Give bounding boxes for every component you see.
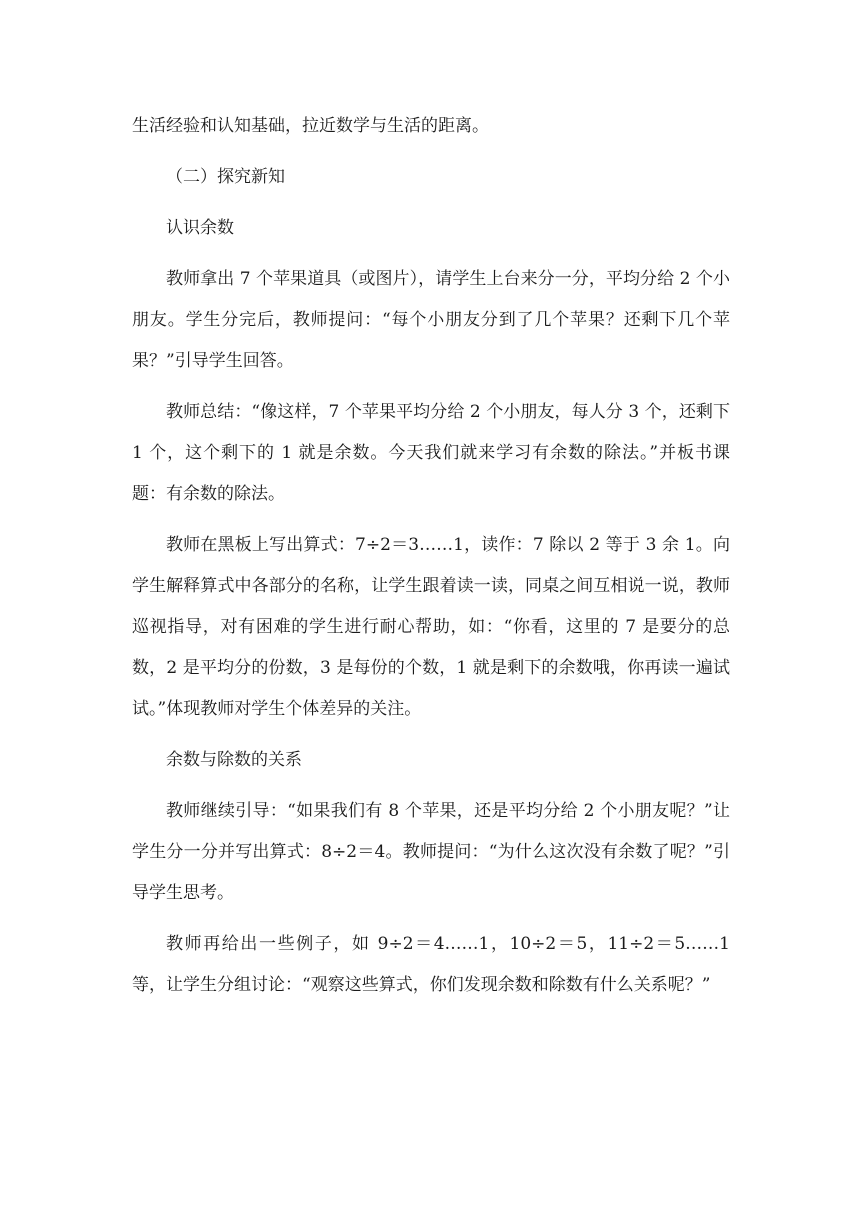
paragraph-apple-activity: 教师拿出 7 个苹果道具（或图片），请学生上台来分一分，平均分给 2 个小朋友。学生分完后，教师提问：“每个小朋友分到了几个苹果？还剩下几个苹果？”引导学生回答。 [132, 269, 730, 371]
document-body [132, 106, 730, 1016]
paragraph-formula-explanation: 教师在黑板上写出算式：7÷2＝3……1，读作：7 除以 2 等于 3 余 1。向学生解释算式中各部分的名称，让学生跟着读一读，同桌之间互相说一说，教师巡视指导，对有困难的学生进行耐心帮助，如：“你看，这里的 7 是要分的总数，2 是平均分的份数，3 是每份的个数，1 就是剩下的余数哦，你再读一遍试试。”体现教师对学生个体差异的关注。 [132, 535, 730, 719]
paragraph-teacher-summary: 教师总结：“像这样，7 个苹果平均分给 2 个小朋友，每人分 3 个，还剩下 1 个，这个剩下的 1 就是余数。今天我们就来学习有余数的除法。”并板书课题：有余数的除法。 [132, 402, 730, 504]
paragraph-eight-apples: 教师继续引导：“如果我们有 8 个苹果，还是平均分给 2 个小朋友呢？”让学生分一分并写出算式：8÷2＝4。教师提问：“为什么这次没有余数了呢？”引导学生思考。 [132, 801, 730, 903]
subheading-know-remainder: 认识余数 [166, 218, 234, 238]
paragraph-more-examples: 教师再给出一些例子，如 9÷2＝4……1，10÷2＝5，11÷2＝5……1 等，让学生分组讨论：“观察这些算式，你们发现余数和除数有什么关系呢？” [132, 934, 730, 995]
subheading-remainder-divisor: 余数与除数的关系 [166, 750, 302, 770]
paragraph-intro-continuation: 生活经验和认知基础，拉近数学与生活的距离。 [132, 116, 489, 136]
section-heading-explore: （二）探究新知 [166, 167, 285, 187]
